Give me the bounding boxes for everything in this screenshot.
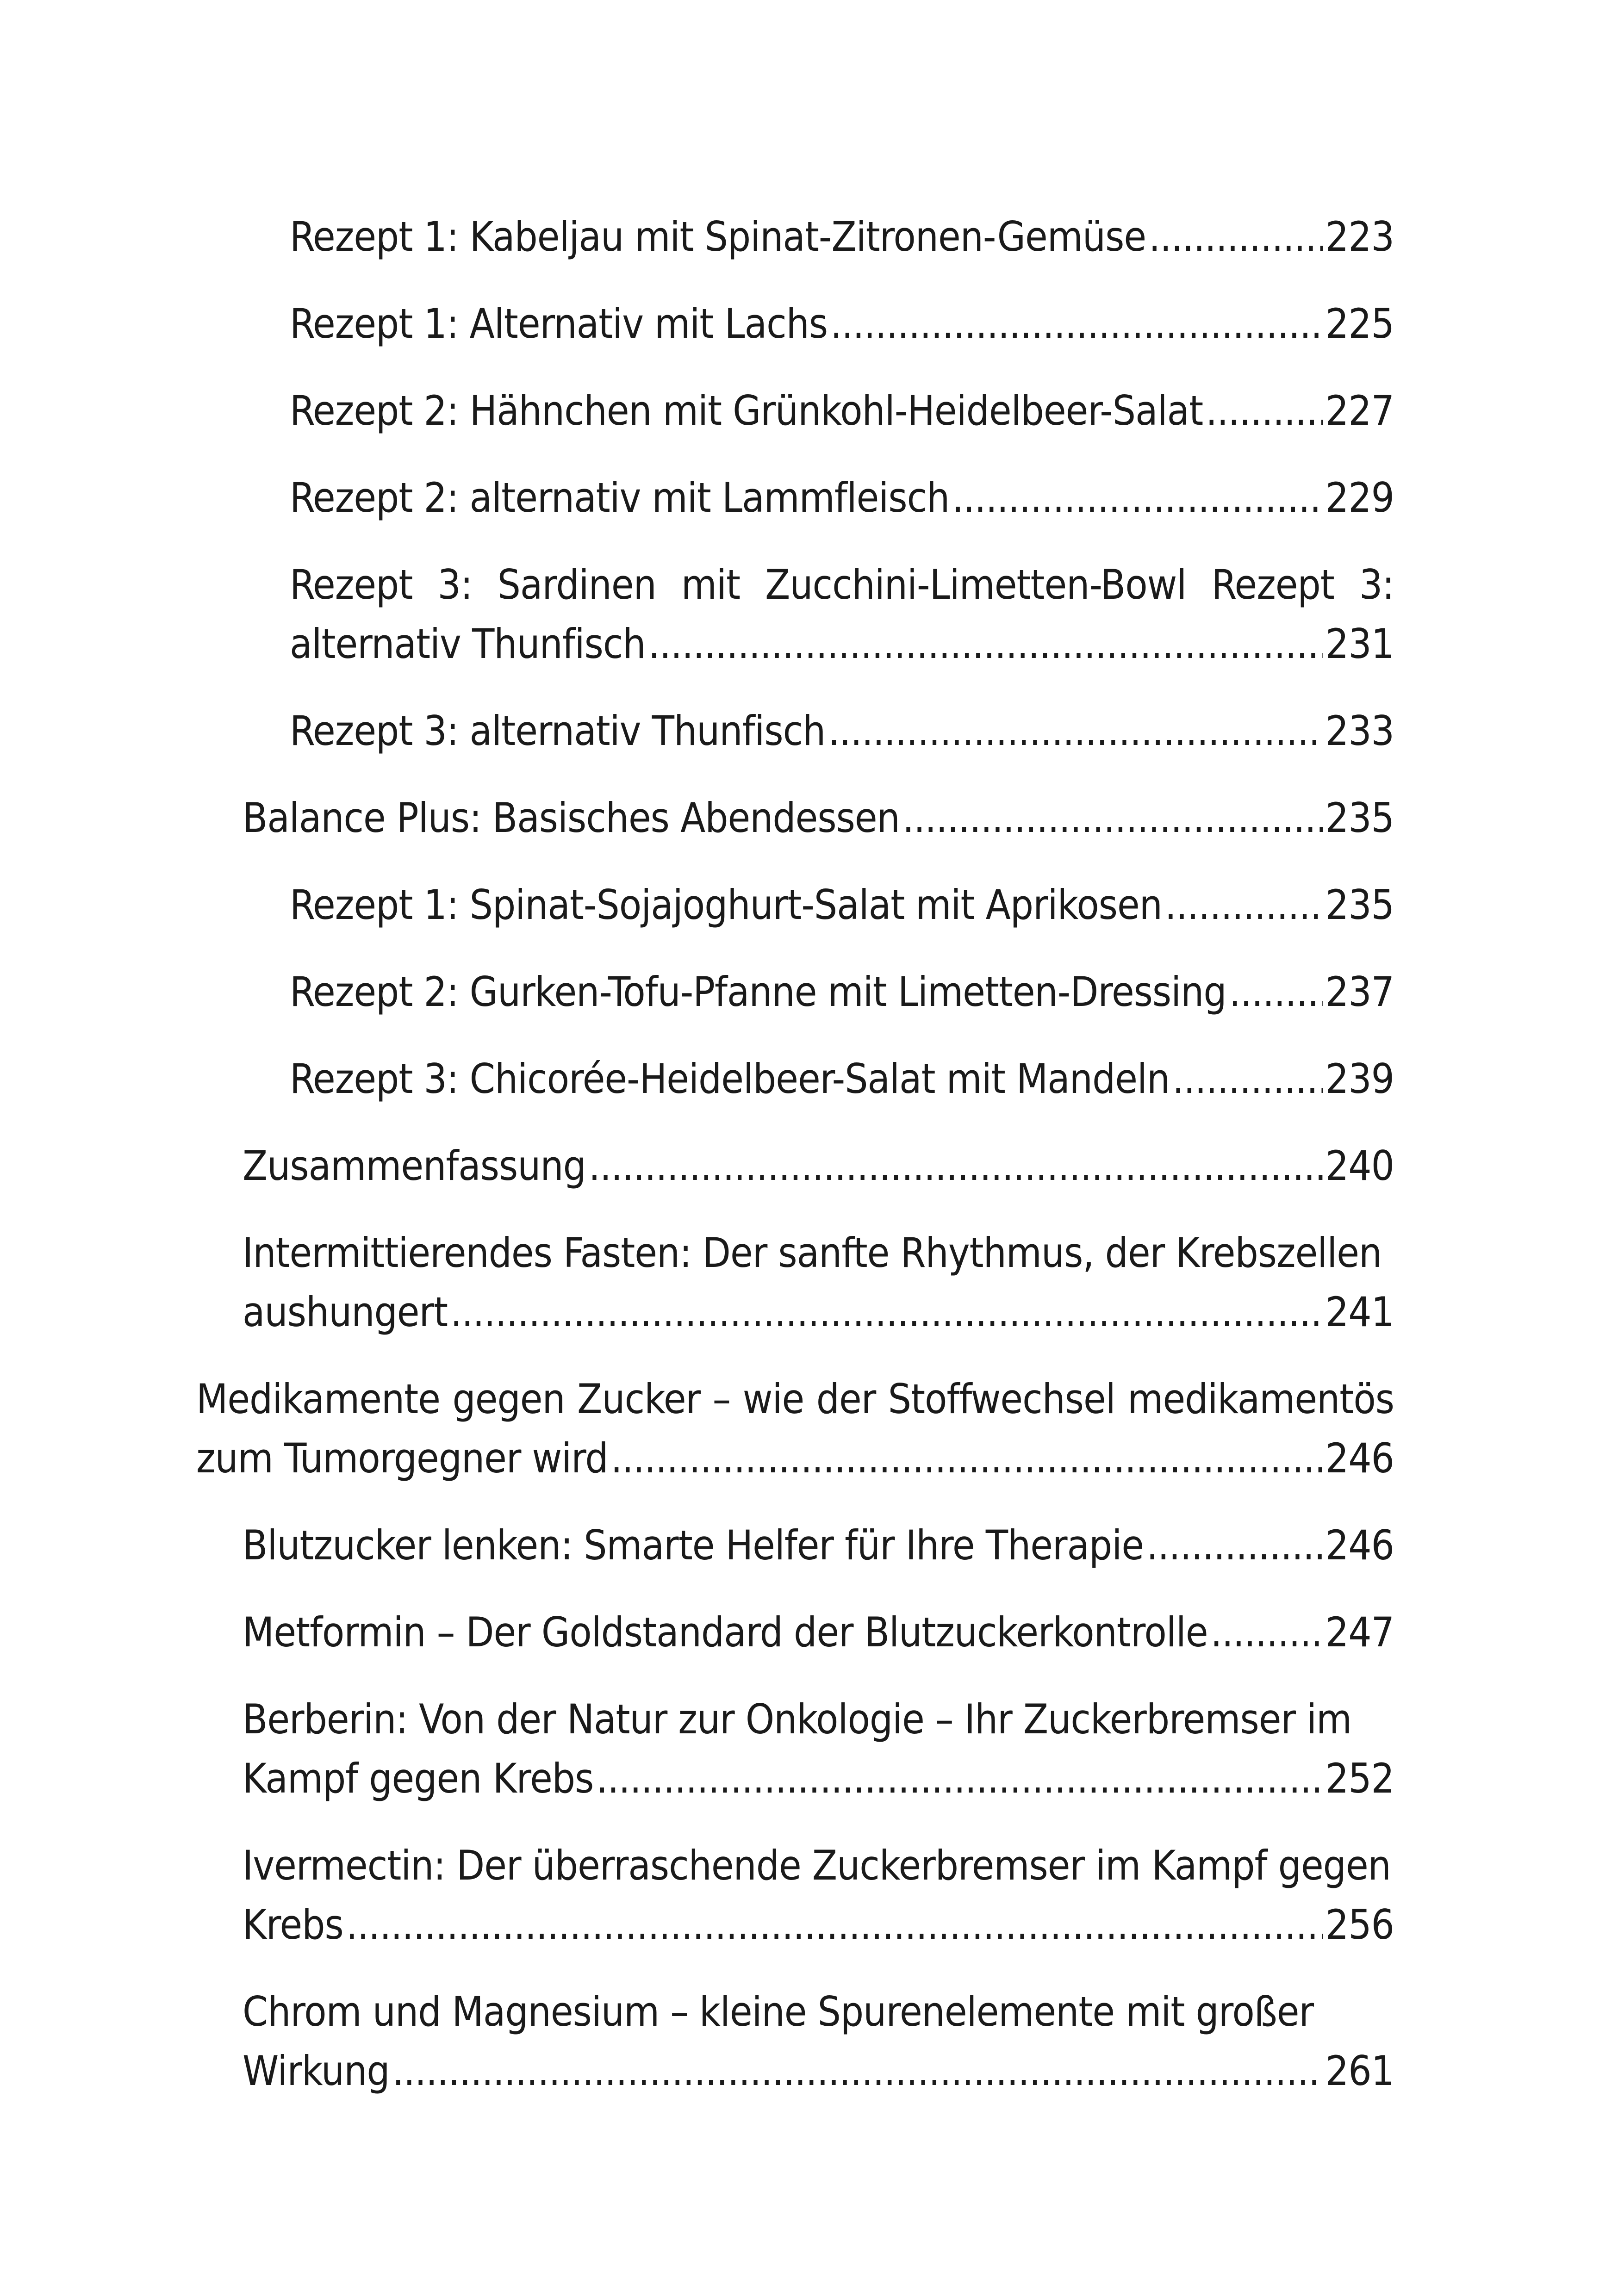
toc-entry[interactable] — [243, 1516, 1394, 1575]
toc-page-number: 229 — [1325, 474, 1394, 521]
toc-page-number: 240 — [1325, 1142, 1394, 1190]
toc-entry-title-line1: Medikamente gegen Zucker – wie der Stoffwechsel medikamentös — [196, 1375, 1394, 1423]
toc-page-number: 261 — [1325, 2047, 1394, 2095]
toc-page-number: 246 — [1325, 1521, 1394, 1569]
toc-leader-dots — [346, 1895, 1323, 1955]
toc-page-number: 239 — [1325, 1055, 1394, 1103]
toc-page-number: 225 — [1325, 300, 1394, 348]
toc-entry-title: Rezept 3: Chicorée-Heidelbeer-Salat mit Mandeln — [290, 1055, 1170, 1103]
toc-entry-title: Rezept 1: Spinat-Sojajoghurt-Salat mit Aprikosen — [290, 881, 1162, 929]
toc-entry[interactable] — [290, 294, 1394, 354]
toc-page-number: 233 — [1325, 707, 1394, 755]
toc-entry-title-line1: Chrom und Magnesium – kleine Spurenelemente mit großer — [243, 1988, 1313, 2035]
toc-entry-title: Krebs — [243, 1901, 343, 1948]
toc-entry[interactable] — [196, 1370, 1394, 1488]
toc-entry-title: zum Tumorgegner wird — [196, 1434, 608, 1482]
toc-leader-dots — [1172, 1049, 1323, 1109]
toc-entry[interactable] — [290, 468, 1394, 527]
toc-entry[interactable] — [290, 381, 1394, 441]
toc-page-number: 223 — [1325, 213, 1394, 261]
toc-entry-title: alternativ Thunfisch — [290, 620, 646, 668]
toc-entry-title-line1: Rezept 3: Sardinen mit Zucchini-Limetten-Bowl Rezept 3: — [290, 561, 1394, 608]
toc-entry[interactable] — [290, 207, 1394, 267]
toc-leader-dots — [902, 788, 1323, 848]
toc-entry-title: aushungert — [243, 1288, 448, 1336]
toc-entry[interactable] — [243, 1836, 1394, 1955]
toc-leader-dots — [596, 1749, 1323, 1808]
toc-page-number: 247 — [1325, 1608, 1394, 1656]
toc-entry-title: Rezept 1: Kabeljau mit Spinat-Zitronen-Gemüse — [290, 213, 1146, 261]
toc-entry[interactable] — [243, 1223, 1394, 1342]
toc-entry[interactable] — [243, 1982, 1394, 2101]
toc-page-number: 235 — [1325, 881, 1394, 929]
toc-entry-title: Rezept 1: Alternativ mit Lachs — [290, 300, 828, 348]
toc-entry-title: Rezept 2: Gurken-Tofu-Pfanne mit Limetten-Dressing — [290, 968, 1226, 1016]
toc-entry-title: Rezept 3: alternativ Thunfisch — [290, 707, 826, 755]
toc-leader-dots — [1149, 207, 1323, 267]
toc-page-number: 252 — [1325, 1755, 1394, 1802]
toc-leader-dots — [611, 1429, 1323, 1488]
toc-entry[interactable] — [290, 962, 1394, 1022]
toc-leader-dots — [952, 468, 1323, 527]
toc-leader-dots — [1146, 1516, 1323, 1575]
toc-leader-dots — [1211, 1603, 1323, 1662]
toc-entry-title-line1: Ivermectin: Der überraschende Zuckerbremser im Kampf gegen — [243, 1842, 1391, 1889]
toc-entry-title-line1: Berberin: Von der Natur zur Onkologie – Ihr Zuckerbremser im — [243, 1695, 1352, 1743]
toc-leader-dots — [1229, 962, 1323, 1022]
toc-page-number: 237 — [1325, 968, 1394, 1016]
toc-entry-title: Balance Plus: Basisches Abendessen — [243, 794, 900, 842]
toc-leader-dots — [1165, 875, 1323, 935]
toc-page-number: 235 — [1325, 794, 1394, 842]
toc-entry-title: Zusammenfassung — [243, 1142, 586, 1190]
table-of-contents — [0, 207, 1618, 2128]
toc-leader-dots — [450, 1283, 1323, 1342]
toc-page-number: 256 — [1325, 1901, 1394, 1948]
toc-leader-dots — [648, 614, 1323, 674]
toc-page-number: 227 — [1325, 387, 1394, 434]
toc-entry-title: Rezept 2: Hähnchen mit Grünkohl-Heidelbeer-Salat — [290, 387, 1203, 434]
toc-entry-title: Wirkung — [243, 2047, 390, 2095]
toc-page-number: 246 — [1325, 1434, 1394, 1482]
toc-leader-dots — [830, 294, 1323, 354]
toc-leader-dots — [392, 2042, 1323, 2101]
toc-entry-title: Kampf gegen Krebs — [243, 1755, 594, 1802]
toc-page-number: 241 — [1325, 1288, 1394, 1336]
toc-entry[interactable] — [290, 555, 1394, 674]
toc-entry[interactable] — [243, 788, 1394, 848]
toc-entry[interactable] — [290, 1049, 1394, 1109]
toc-entry[interactable] — [243, 1603, 1394, 1662]
toc-entry[interactable] — [243, 1690, 1394, 1808]
toc-entry[interactable] — [243, 1136, 1394, 1196]
toc-leader-dots — [828, 701, 1323, 761]
toc-entry-title-line1: Intermittierendes Fasten: Der sanfte Rhythmus, der Krebszellen — [243, 1229, 1382, 1277]
toc-entry[interactable] — [290, 875, 1394, 935]
toc-leader-dots — [589, 1136, 1323, 1196]
toc-entry-title: Blutzucker lenken: Smarte Helfer für Ihre Therapie — [243, 1521, 1144, 1569]
toc-page-number: 231 — [1325, 620, 1394, 668]
toc-entry-title: Metformin – Der Goldstandard der Blutzuckerkontrolle — [243, 1608, 1208, 1656]
toc-entry-title: Rezept 2: alternativ mit Lammfleisch — [290, 474, 950, 521]
toc-leader-dots — [1206, 381, 1323, 441]
toc-entry[interactable] — [290, 701, 1394, 761]
